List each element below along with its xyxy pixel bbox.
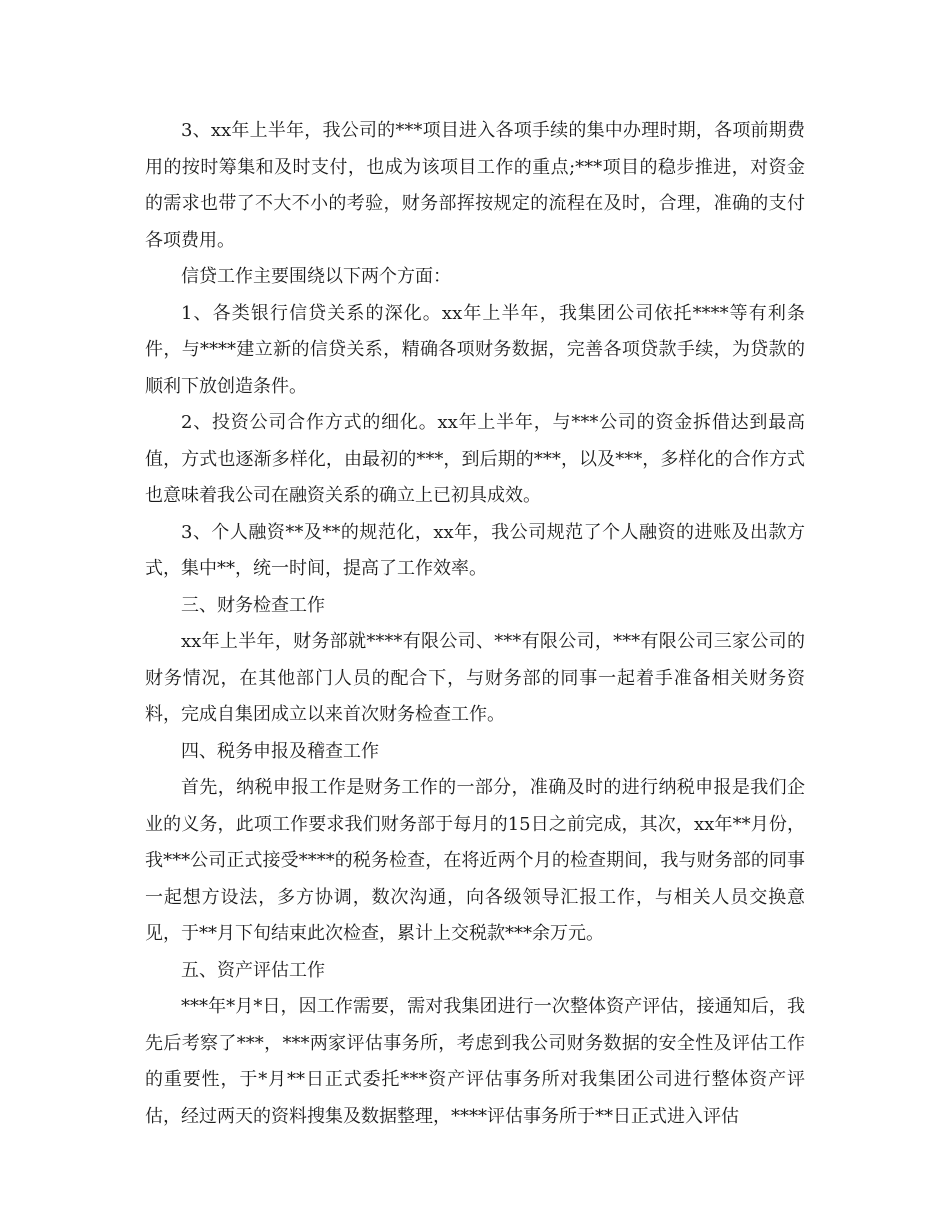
paragraph-credit-intro: 信贷工作主要围绕以下两个方面： (181, 266, 451, 287)
paragraph-asset-valuation: ***年*月*日，因工作需要，需对我集团进行一次整体资产评估，接通知后，我先后考察了***，***两家评估事务所，考虑到我公司财务数据的安全性及评估工作的重要性，于*月**日正式委托***资产评估事务所对我集团公司进行整体资产评估，经过两天的资料搜集及数据整理，****评估事务所于**日正式进入评估 (145, 996, 805, 1127)
section-heading-asset-valuation: 五、资产评估工作 (181, 959, 325, 981)
document-body (145, 113, 805, 1135)
paragraph-tax: 首先，纳税申报工作是财务工作的一部分，准确及时的进行纳税申报是我们企业的义务，此项工作要求我们财务部于每月的15日之前完成，其次，xx年**月份，我***公司正式接受****的税务检查，在将近两个月的检查期间，我与财务部的同事一起想方设法，多方协调，数次沟通，向各级领导汇报工作，与相关人员交换意见，于**月下旬结束此次检查，累计上交税款***余万元。 (145, 777, 805, 944)
paragraph-project-funding: 3、xx年上半年，我公司的***项目进入各项手续的集中办理时期，各项前期费用的按时筹集和及时支付，也成为该项目工作的重点;***项目的稳步推进，对资金的需求也带了不大不小的考验，财务部挥按规定的流程在及时，合理，准确的支付各项费用。 (145, 120, 805, 251)
paragraph-bank-credit: 1、各类银行信贷关系的深化。xx年上半年，我集团公司依托****等有利条件，与****建立新的信贷关系，精确各项财务数据，完善各项贷款手续，为贷款的顺利下放创造条件。 (145, 302, 805, 397)
paragraph-investment-cooperation: 2、投资公司合作方式的细化。xx年上半年，与***公司的资金拆借达到最高值，方式也逐渐多样化，由最初的***，到后期的***，以及***，多样化的合作方式也意味着我公司在融资关系的确立上已初具成效。 (145, 412, 805, 506)
section-heading-financial-inspection: 三、财务检查工作 (181, 594, 325, 616)
paragraph-financial-inspection: xx年上半年，财务部就****有限公司、***有限公司，***有限公司三家公司的财务情况，在其他部门人员的配合下，与财务部的同事一起着手准备相关财务资料，完成自集团成立以来首次财务检查工作。 (145, 631, 805, 725)
section-heading-tax: 四、税务申报及稽查工作 (181, 740, 379, 762)
paragraph-personal-financing: 3、个人融资**及**的规范化，xx年，我公司规范了个人融资的进账及出款方式，集中**，统一时间，提高了工作效率。 (145, 521, 805, 579)
